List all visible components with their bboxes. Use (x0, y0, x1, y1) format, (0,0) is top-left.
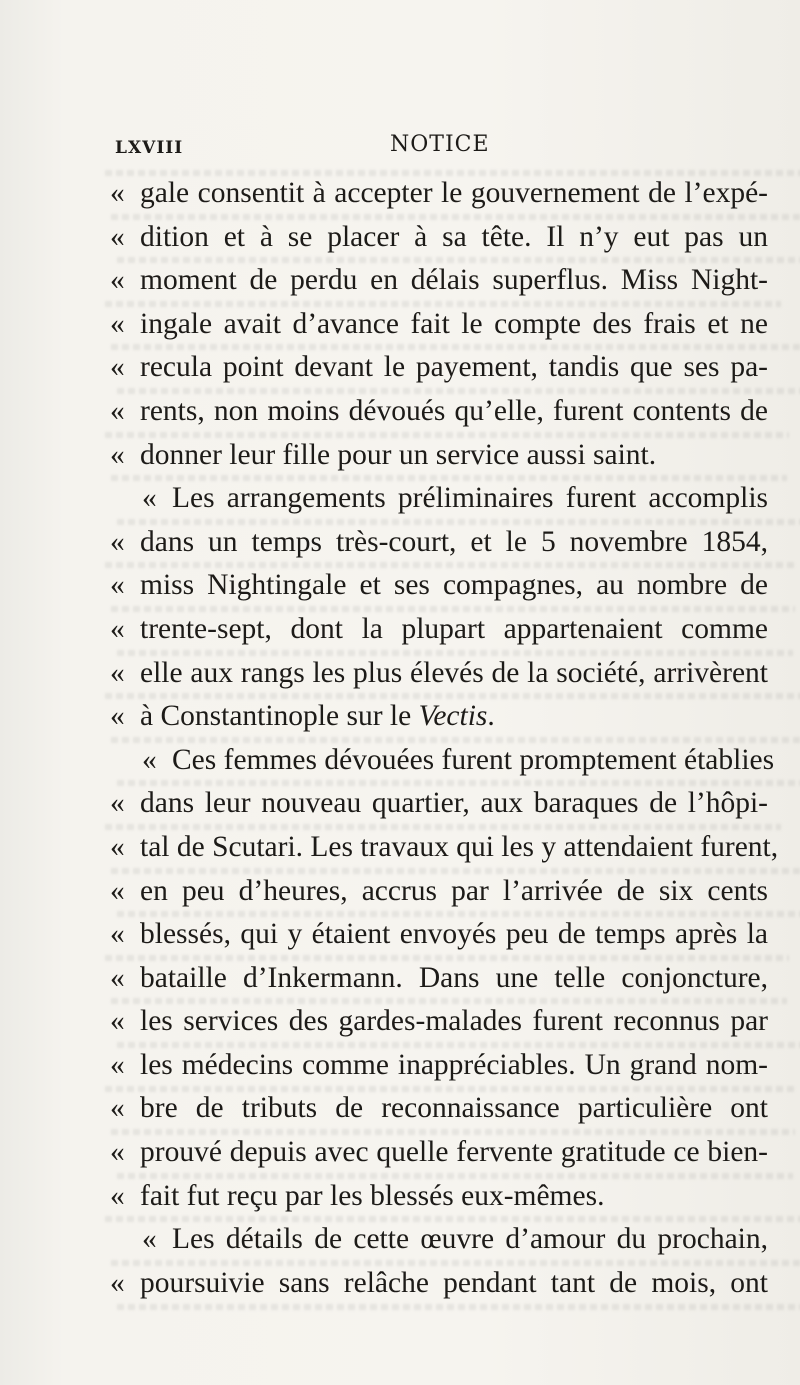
line-text: gale consentit à accepter le gouvernement de l’expé- (140, 177, 768, 209)
ship-name-italic: Vectis (418, 700, 488, 733)
quote-mark: « (110, 307, 125, 340)
quote-mark: « (142, 1223, 157, 1256)
quote-mark: « (110, 525, 125, 558)
text-line-24 (110, 1175, 768, 1219)
text-line-13 (110, 695, 768, 739)
text-line-21 (110, 1044, 768, 1088)
text-line-1 (110, 172, 768, 216)
line-text: dans leur nouveau quartier, aux baraques de l’hôpi- (140, 787, 768, 820)
quote-mark: « (110, 264, 125, 297)
line-text: miss Nightingale et ses compagnes, au nombre de (140, 569, 768, 602)
line-text: trente-sept, dont la plupart appartenaient comme (140, 612, 768, 645)
text-line-7 (110, 434, 768, 478)
line-text: Les arrangements préliminaires furent accomplis (172, 482, 768, 515)
quote-mark: « (110, 1005, 125, 1038)
text-line-12 (110, 652, 768, 696)
text-line-19 (110, 957, 768, 1001)
line-text: bre de tributs de reconnaissance particulière ont (140, 1092, 768, 1125)
line-text: les services des gardes-malades furent reconnus par (140, 1005, 768, 1038)
quote-mark: « (110, 177, 125, 209)
line-text: recula point devant le payement, tandis que ses pa- (140, 351, 768, 384)
line-text: elle aux rangs les plus élevés de la société, arrivèrent (140, 656, 768, 689)
quote-mark: « (110, 438, 125, 471)
text-line-5 (110, 346, 768, 390)
quote-mark: « (110, 1179, 125, 1212)
text-line-9 (110, 521, 768, 565)
text-line-11 (110, 608, 768, 652)
quote-mark: « (110, 700, 125, 733)
quote-mark: « (110, 612, 125, 645)
text-line-17 (110, 870, 768, 914)
line-text: dition et à se placer à sa tête. Il n’y eut pas un (140, 220, 768, 253)
text-line-8 (110, 477, 768, 521)
text-line-4 (110, 303, 768, 347)
line-text: donner leur fille pour un service aussi saint. (140, 438, 657, 471)
quote-mark: « (110, 1266, 125, 1299)
quote-mark: « (110, 1136, 125, 1169)
quote-mark: « (142, 743, 157, 776)
text-line-6 (110, 390, 768, 434)
body-text (110, 172, 779, 1305)
page-number: LXVIII (115, 138, 184, 158)
text-line-2 (110, 216, 768, 260)
line-text-end: . (487, 700, 495, 733)
text-line-14 (110, 739, 775, 783)
text-line-15 (110, 782, 768, 826)
line-text: dans un temps très-court, et le 5 novembre 1854, (140, 525, 768, 558)
quote-mark: « (110, 394, 125, 427)
quote-mark: « (142, 482, 157, 515)
quote-mark: « (110, 787, 125, 820)
line-text: ingale avait d’avance fait le compte des frais et ne (140, 307, 768, 340)
running-title: NOTICE (390, 132, 490, 157)
line-text: à Constantinople sur le (140, 700, 419, 733)
line-text: poursuivie sans relâche pendant tant de mois, ont (140, 1266, 768, 1299)
quote-mark: « (110, 569, 125, 602)
line-text: en peu d’heures, accrus par l’arrivée de six cents (140, 874, 768, 907)
line-text: bataille d’Inkermann. Dans une telle conjoncture, (140, 961, 768, 994)
line-text: prouvé depuis avec quelle fervente gratitude ce bien- (140, 1136, 768, 1169)
quote-mark: « (110, 874, 125, 907)
text-line-25 (110, 1218, 768, 1262)
line-text: blessés, qui y étaient envoyés peu de temps après la (140, 918, 768, 951)
quote-mark: « (110, 351, 125, 384)
text-line-20 (110, 1000, 768, 1044)
text-line-26 (110, 1262, 768, 1306)
line-text: les médecins comme inappréciables. Un grand nom- (140, 1048, 768, 1081)
text-line-23 (110, 1131, 768, 1175)
quote-mark: « (110, 1048, 125, 1081)
line-text: fait fut reçu par les blessés eux-mêmes. (140, 1179, 605, 1212)
line-text: tal de Scutari. Les travaux qui les y attendaient furent, (140, 830, 779, 863)
text-line-10 (110, 564, 768, 608)
quote-mark: « (110, 656, 125, 689)
quote-mark: « (110, 1092, 125, 1125)
quote-mark: « (110, 918, 125, 951)
line-text: moment de perdu en délais superflus. Miss Night- (140, 264, 768, 297)
text-line-18 (110, 913, 768, 957)
page-header (115, 132, 765, 164)
quote-mark: « (110, 830, 125, 863)
text-line-16 (110, 826, 779, 870)
quote-mark: « (110, 220, 125, 253)
quote-mark: « (110, 961, 125, 994)
line-text: Ces femmes dévouées furent promptement établies (172, 743, 775, 776)
text-line-3 (110, 259, 768, 303)
line-text: Les détails de cette œuvre d’amour du prochain, (172, 1223, 768, 1256)
text-line-22 (110, 1087, 768, 1131)
line-text: rents, non moins dévoués qu’elle, furent contents de (140, 394, 768, 427)
